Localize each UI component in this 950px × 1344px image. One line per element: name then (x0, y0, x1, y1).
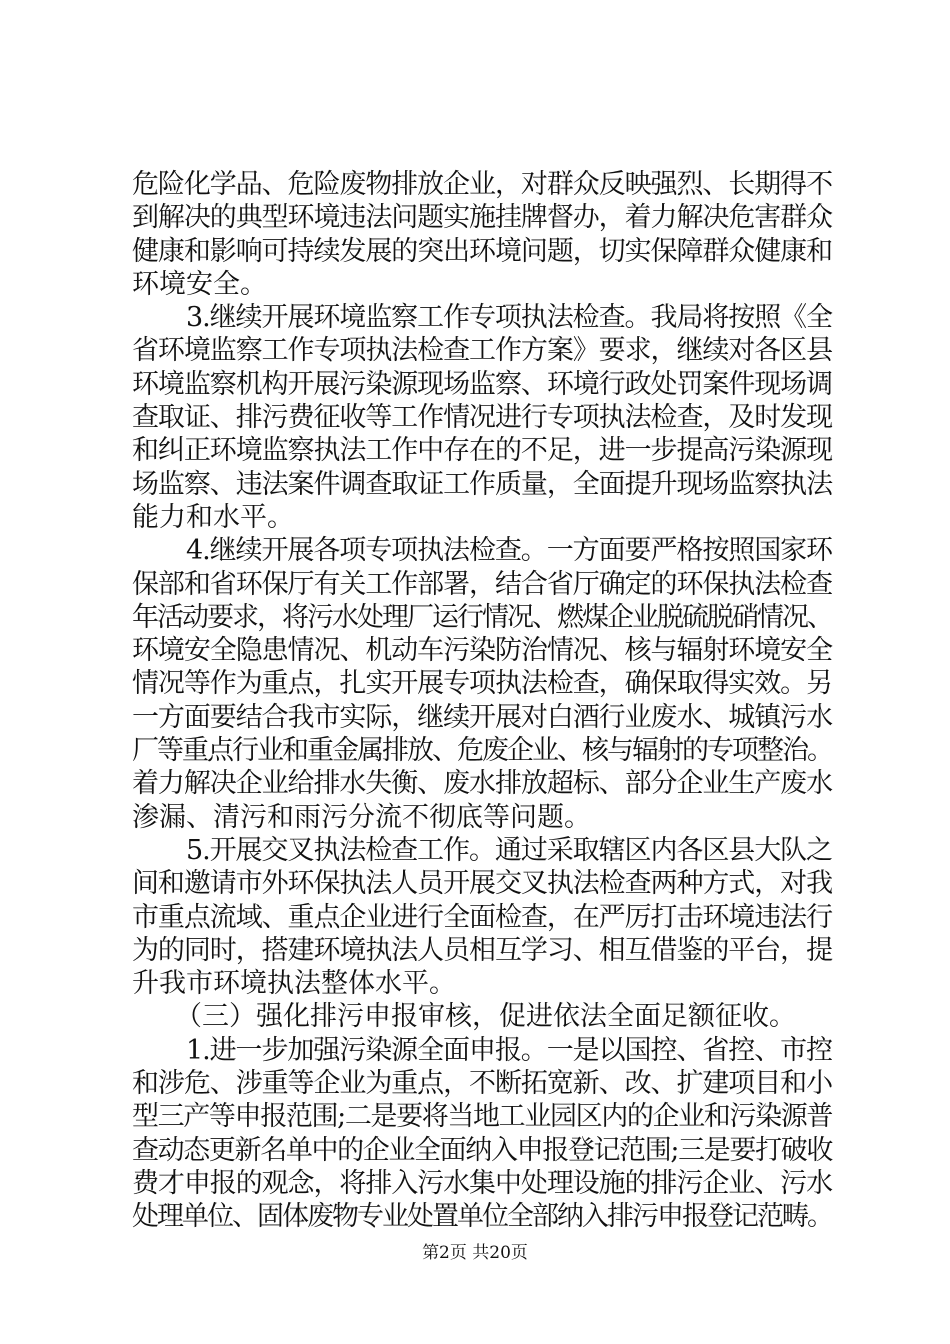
text-line: 健康和影响可持续发展的突出环境问题，切实保障群众健康和 (132, 235, 832, 267)
text-line: 厂等重点行业和重金属排放、危废企业、核与辐射的专项整治。 (132, 735, 832, 767)
text-line: 市重点流域、重点企业进行全面检查，在严厉打击环境违法行 (132, 901, 832, 933)
text-line: 查取证、排污费征收等工作情况进行专项执法检查，及时发现 (132, 402, 832, 434)
document-body (132, 168, 832, 1234)
paragraph-start-line: 4.继续开展各项专项执法检查。一方面要严格按照国家环 (186, 535, 832, 567)
page-number-footer: 第2页 共20页 (422, 1243, 528, 1263)
text-line: 间和邀请市外环保执法人员开展交叉执法检查两种方式，对我 (132, 868, 832, 900)
text-line: 查动态更新名单中的企业全面纳入申报登记范围;三是要打破收 (132, 1134, 832, 1166)
text-line: 省环境监察工作专项执法检查工作方案》要求，继续对各区县 (132, 335, 832, 367)
text-line: 保部和省环保厅有关工作部署，结合省厅确定的环保执法检查 (132, 568, 832, 600)
text-line: 环境安全。 (132, 268, 267, 300)
text-line: 渗漏、清污和雨污分流不彻底等问题。 (132, 801, 591, 833)
paragraph-start-line: 3.继续开展环境监察工作专项执法检查。我局将按照《全 (186, 302, 832, 334)
text-line: 升我市环境执法整体水平。 (132, 968, 456, 1000)
paragraph-start-line: 1.进一步加强污染源全面申报。一是以国控、省控、市控 (186, 1034, 832, 1066)
text-line: 一方面要结合我市实际，继续开展对白酒行业废水、城镇污水 (132, 701, 832, 733)
text-line: 能力和水平。 (132, 501, 294, 533)
text-line: 为的同时，搭建环境执法人员相互学习、相互借鉴的平台，提 (132, 934, 832, 966)
text-line: 环境监察机构开展污染源现场监察、环境行政处罚案件现场调 (132, 368, 832, 400)
text-line: 场监察、违法案件调查取证工作质量，全面提升现场监察执法 (132, 468, 832, 500)
text-line: 情况等作为重点，扎实开展专项执法检查，确保取得实效。另 (132, 668, 832, 700)
text-line: 着力解决企业给排水失衡、废水排放超标、部分企业生产废水 (132, 768, 832, 800)
text-line: 费才申报的观念，将排入污水集中处理设施的排污企业、污水 (132, 1167, 832, 1199)
text-line: 和涉危、涉重等企业为重点，不断拓宽新、改、扩建项目和小 (132, 1068, 832, 1100)
section-heading: （三）强化排污申报审核，促进依法全面足额征收。 (175, 1001, 796, 1033)
text-line: 年活动要求，将污水处理厂运行情况、燃煤企业脱硫脱硝情况、 (132, 601, 832, 633)
text-line: 环境安全隐患情况、机动车污染防治情况、核与辐射环境安全 (132, 635, 832, 667)
paragraph-start-line: 5.开展交叉执法检查工作。通过采取辖区内各区县大队之 (186, 834, 832, 866)
text-line: 处理单位、固体废物专业处置单位全部纳入排污申报登记范畴。 (132, 1201, 832, 1233)
text-line: 型三产等申报范围;二是要将当地工业园区内的企业和污染源普 (132, 1101, 832, 1133)
text-line: 到解决的典型环境违法问题实施挂牌督办，着力解决危害群众 (132, 202, 832, 234)
text-line: 危险化学品、危险废物排放企业，对群众反映强烈、长期得不 (132, 169, 832, 200)
text-line: 和纠正环境监察执法工作中存在的不足，进一步提高污染源现 (132, 435, 832, 467)
